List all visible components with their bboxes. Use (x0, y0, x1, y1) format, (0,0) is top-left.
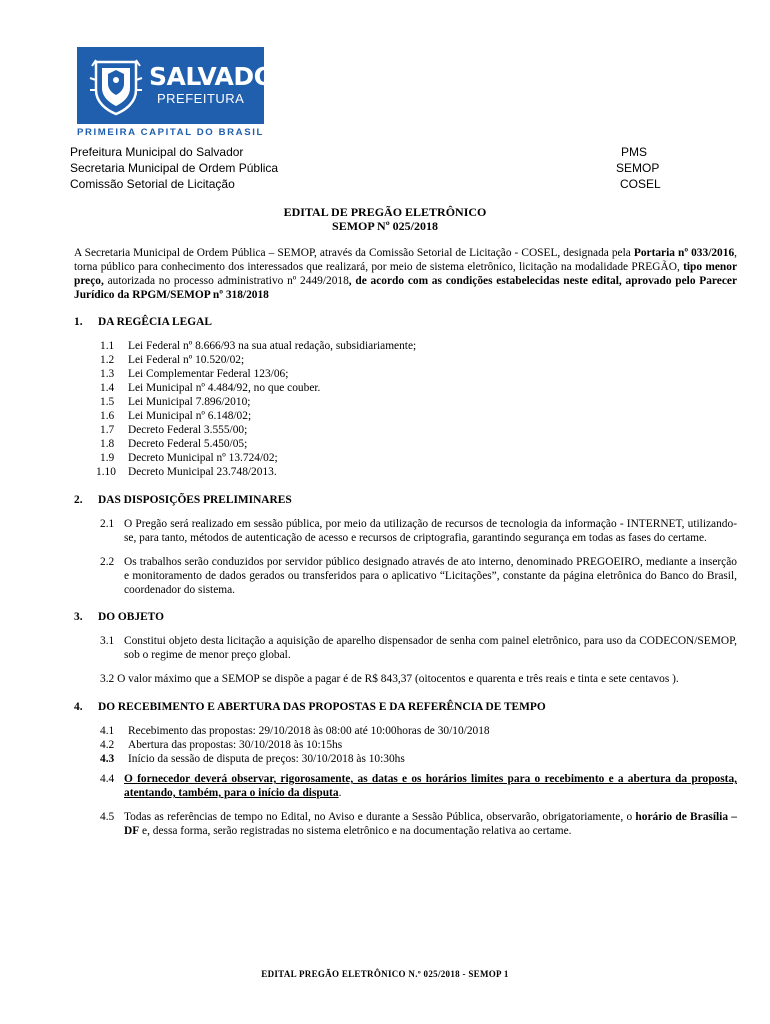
list-item: 4.3 Início da sessão de disputa de preços: 30/10/2018 às 10:30hs (100, 753, 405, 765)
logo-slogan: PRIMEIRA CAPITAL DO BRASIL (77, 127, 264, 138)
schedule-list (74, 724, 737, 766)
list-item: 1.9 Decreto Municipal nº 13.724/02; (100, 452, 278, 464)
clause-4-4: 4.4 O fornecedor deverá observar, rigorosamente, as datas e os horários limites para o recebimento e a abertura da proposta, atentando, também, para o início da disputa. (100, 773, 737, 799)
header-org: Prefeitura Municipal do Salvador (70, 145, 244, 159)
list-item: 4.1 Recebimento das propostas: 29/10/2018 às 08:00 até 10:00horas de 30/10/2018 (100, 725, 490, 737)
document-title: EDITAL DE PREGÃO ELETRÔNICO (283, 205, 487, 219)
header-cosel: COSEL (620, 177, 661, 191)
logo-wordmark: SALVADOR (149, 62, 294, 91)
list-item: 1.1 Lei Federal nº 8.666/93 na sua atual redação, subsidiariamente; (100, 340, 417, 352)
salvador-logo (77, 47, 294, 124)
header-semop: SEMOP (616, 161, 660, 175)
section-heading-3: 3. DO OBJETO (74, 611, 164, 623)
header-secretariat: Secretaria Municipal de Ordem Pública (70, 161, 279, 175)
header-right (616, 144, 661, 192)
list-item: 1.10 Decreto Municipal 23.748/2013. (96, 466, 277, 478)
list-item: 1.8 Decreto Federal 5.450/05; (100, 438, 248, 450)
list-item: 1.4 Lei Municipal nº 4.484/92, no que couber. (100, 382, 321, 394)
intro-paragraph: A Secretaria Municipal de Ordem Pública – SEMOP, através da Comissão Setorial de Licitação - COSEL, designada pela Portaria nº 033/2016, torna público para conhecimento dos interessados que realizará, por meio de sistema eletrônico, licitação na modalidade PREGÃO, tipo menor preço, autorizada no processo administrativo nº 2449/2018, de acordo com as condições estabelecidas neste edital, aprovado pelo Parecer Jurídico da RPGM/SEMOP nº 318/2018 (74, 247, 738, 301)
document-body (74, 246, 737, 848)
logo-subtitle: PREFEITURA (157, 91, 245, 106)
header-pms: PMS (621, 145, 648, 159)
section-heading-1: 1. DA REGÊCIA LEGAL (74, 316, 212, 328)
clause-3-1: 3.1 Constitui objeto desta licitação a aquisição de aparelho dispensador de senha com painel eletrônico, para uso da CODECON/SEMOP, sob o regime de menor preço global. (100, 635, 737, 661)
city-crest-icon (88, 56, 144, 116)
clause-2-1: 2.1 O Pregão será realizado em sessão pública, por meio da utilização de recursos de tecnologia da informação - INTERNET, utilizando-se, para tanto, métodos de autenticação de acesso e recursos de criptografia, garantindo segurança em todas as fases do certame. (100, 518, 737, 544)
document-number: SEMOP Nº 025/2018 (332, 219, 438, 233)
section-heading-4: 4. DO RECEBIMENTO E ABERTURA DAS PROPOSTAS E DA REFERÊNCIA DE TEMPO (74, 701, 546, 713)
list-item: 1.2 Lei Federal nº 10.520/02; (100, 354, 245, 366)
list-item: 1.5 Lei Municipal 7.896/2010; (100, 396, 251, 408)
list-item: 1.3 Lei Complementar Federal 123/06; (100, 368, 289, 380)
header-left (70, 144, 278, 192)
list-item: 1.6 Lei Municipal nº 6.148/02; (100, 410, 252, 422)
clause-2-2: 2.2 Os trabalhos serão conduzidos por servidor público designado através de ato interno, denominado PREGOEIRO, mediante a inserção e monitoramento de dados gerados ou transferidos para o aplicativo “Licitações”, constante da página eletrônica do Banco do Brasil, coordenador do sistema. (100, 556, 737, 596)
clause-4-5: 4.5 Todas as referências de tempo no Edital, no Aviso e durante a Sessão Pública, observarão, obrigatoriamente, o horário de Brasília – DF e, dessa forma, serão registradas no sistema eletrônico e na documentação relativa ao certame. (100, 811, 738, 837)
list-item: 4.2 Abertura das propostas: 30/10/2018 às 10:15hs (100, 739, 343, 751)
legal-list (74, 339, 737, 479)
header-commission: Comissão Setorial de Licitação (70, 177, 235, 191)
list-item: 1.7 Decreto Federal 3.555/00; (100, 424, 248, 436)
page-footer: EDITAL PREGÃO ELETRÔNICO N.º 025/2018 - SEMOP 1 (261, 969, 509, 979)
clause-3-2: 3.2 O valor máximo que a SEMOP se dispõe a pagar é de R$ 843,37 (oitocentos e quarenta e três reais e tinta e sete centavos ). (100, 673, 679, 685)
section-heading-2: 2. DAS DISPOSIÇÕES PRELIMINARES (74, 494, 292, 506)
